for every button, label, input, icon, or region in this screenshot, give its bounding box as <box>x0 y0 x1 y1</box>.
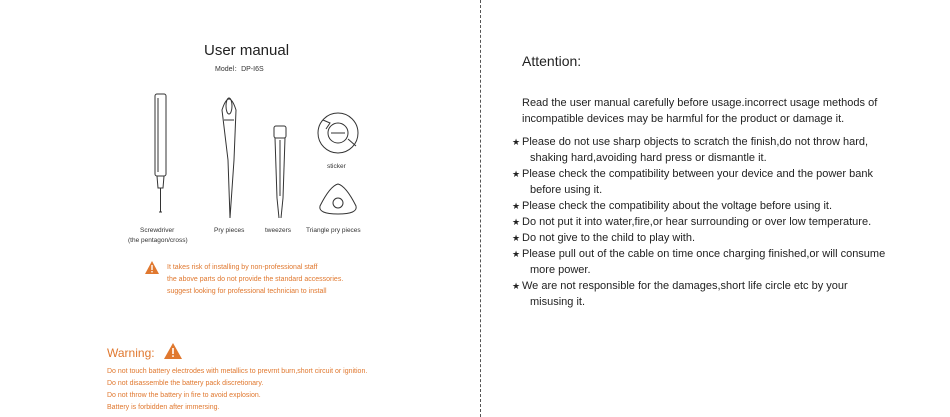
item-text-cont: misusing it. <box>530 296 586 308</box>
manual-title: User manual <box>204 42 290 59</box>
attention-list <box>512 134 922 310</box>
warning-line: Do not throw the battery in fire to avoid explosion. <box>107 392 261 399</box>
attention-intro: Read the user manual carefully before usage.incorrect usage methods of incompatible devices may be harmful for the product or damage it. <box>522 97 878 125</box>
list-item <box>512 246 922 278</box>
warning-heading-text: Warning: <box>107 346 155 360</box>
list-item <box>512 198 922 214</box>
item-text: Do not put it into water,fire,or hear surrounding or over low temperature. <box>522 216 872 228</box>
tweezers-label: tweezers <box>265 227 292 234</box>
star-icon: ★ <box>512 217 521 227</box>
item-text: Please do not use sharp objects to scratch the finish,do not throw hard, <box>522 136 869 148</box>
notice-line: It takes risk of installing by non-professional staff <box>167 264 318 271</box>
item-text: Please pull out of the cable on time once charging finished,or will consume <box>522 248 886 260</box>
item-text: Do not give to the child to play with. <box>522 232 696 244</box>
page-divider <box>480 0 481 417</box>
warning-line: Do not touch battery electrodes with metallics to prevrnt burn,short circuit or ignition. <box>107 368 368 375</box>
triangle-pry-label: Triangle pry pieces <box>306 227 361 234</box>
item-text: Please check the compatibility about the voltage before using it. <box>522 200 833 212</box>
list-item <box>512 230 922 246</box>
notice-line: suggest looking for professional technician to install <box>167 288 327 295</box>
pry-pieces-label: Pry pieces <box>214 227 245 234</box>
sticker-label: sticker <box>327 163 346 170</box>
star-icon: ★ <box>512 169 521 179</box>
screwdriver-sublabel: (the pentagon/cross) <box>128 237 188 244</box>
item-text: Please check the compatibility between your device and the power bank <box>522 168 873 180</box>
warning-line: Battery is forbidden after immersing. <box>107 404 220 411</box>
item-text: We are not responsible for the damages,short life circle etc by your <box>522 280 848 292</box>
star-icon: ★ <box>512 137 521 147</box>
tweezers-icon <box>274 126 286 218</box>
star-icon: ★ <box>512 233 521 243</box>
warning-heading <box>107 343 182 360</box>
screwdriver-label: Screwdriver <box>140 227 175 234</box>
attention-title: Attention: <box>522 53 582 69</box>
item-text-cont: before using it. <box>530 184 603 196</box>
pry-piece-icon <box>222 98 236 218</box>
item-text-cont: shaking hard,avoiding hard press or dismantle it. <box>530 152 767 164</box>
notice-line: the above parts do not provide the standard accessories. <box>167 276 344 283</box>
list-item <box>512 278 922 310</box>
list-item <box>512 214 922 230</box>
warning-line: Do not disassemble the battery pack discretionary. <box>107 380 264 387</box>
warning-triangle-icon <box>164 343 182 359</box>
right-page <box>482 0 950 417</box>
warning-triangle-icon <box>145 261 159 274</box>
star-icon: ★ <box>512 201 521 211</box>
sticker-icon <box>318 113 358 153</box>
star-icon: ★ <box>512 249 521 259</box>
list-item <box>512 166 922 198</box>
warning-list <box>107 366 367 414</box>
triangle-pry-icon <box>320 184 356 214</box>
model-number: Model：DP-I6S <box>215 66 264 73</box>
screwdriver-icon <box>155 94 166 212</box>
item-text-cont: more power. <box>530 264 591 276</box>
star-icon: ★ <box>512 281 521 291</box>
list-item <box>512 134 922 166</box>
